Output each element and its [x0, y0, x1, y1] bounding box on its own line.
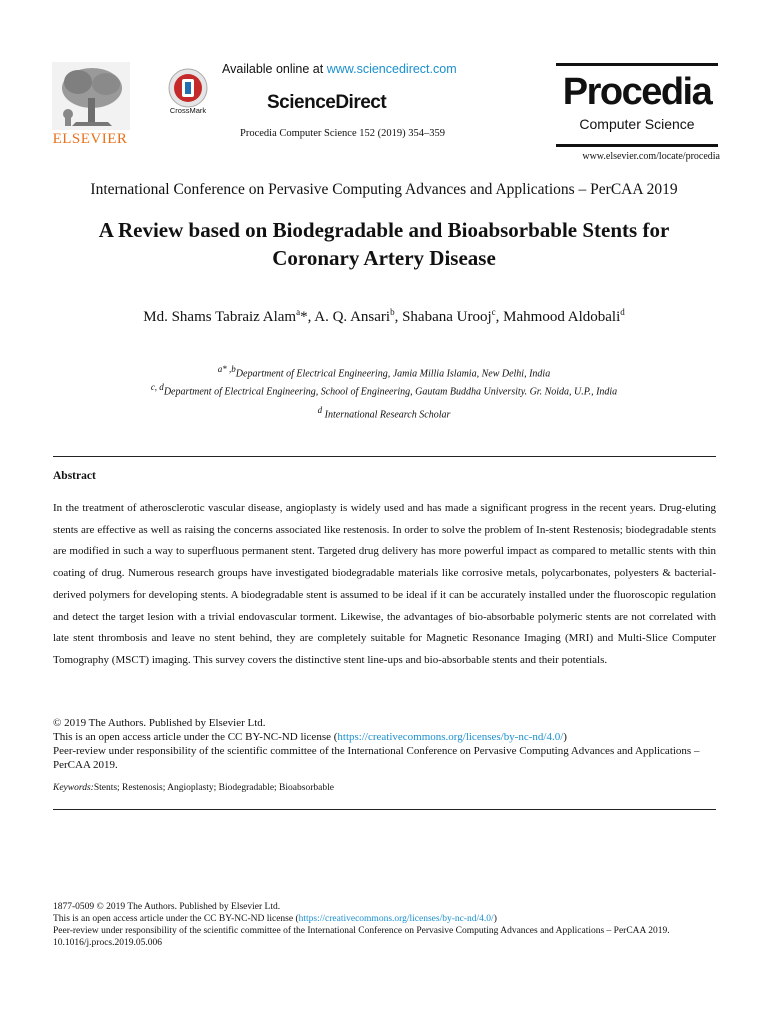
affiliation-sup: c, d [150, 382, 164, 392]
procedia-subtitle: Computer Science [579, 116, 695, 132]
affiliation [0, 364, 768, 379]
journal-url[interactable]: www.elsevier.com/locate/procedia [582, 151, 720, 162]
paper-title-line-1: A Review based on Biodegradable and Bioabsorbable Stents for [98, 218, 670, 242]
author-separator: , [394, 309, 403, 325]
affiliation [0, 382, 768, 397]
sciencedirect-link[interactable]: www.sciencedirect.com [326, 62, 457, 76]
footer-peer-review: Peer-review under responsibility of the scientific committee of the International Conference on Pervasive Computing Advances and Applications – PerCAA 2019. [53, 926, 670, 936]
license-suffix: ) [563, 731, 567, 743]
abstract-heading: Abstract [53, 470, 96, 482]
crossmark-label: CrossMark [169, 106, 207, 115]
author-name: A. Q. Ansari [314, 309, 391, 325]
affiliation-sup: a* ,b [217, 364, 236, 374]
footer-issn: 1877-0509 © 2019 The Authors. Published by Elsevier Ltd. [53, 902, 281, 912]
copyright-line: © 2019 The Authors. Published by Elsevier Ltd. [53, 717, 266, 729]
peer-review-statement: Peer-review under responsibility of the scientific committee of the International Conference on Pervasive Computing Advances and Applications – PerCAA 2019. [53, 745, 700, 771]
sciencedirect-wordmark: ScienceDirect [267, 92, 387, 113]
journal-reference: Procedia Computer Science 152 (2019) 354–359 [240, 128, 445, 139]
section-divider [53, 456, 716, 457]
copyright-block [53, 716, 716, 772]
author-separator: *, [300, 309, 315, 325]
author-separator: , [495, 309, 504, 325]
procedia-wordmark: Procedia [562, 71, 712, 113]
conference-name: International Conference on Pervasive Computing Advances and Applications – PerCAA 2019 [90, 181, 678, 198]
footer-license-prefix: This is an open access article under the CC BY-NC-ND license ( [53, 914, 299, 924]
elsevier-wordmark: ELSEVIER [52, 131, 128, 147]
author-name: Shabana Urooj [402, 309, 492, 325]
affiliation-sup: d [317, 405, 323, 415]
footer-license [53, 913, 716, 925]
section-divider [53, 809, 716, 810]
available-online-line [222, 62, 457, 76]
paper-title-line-2: Coronary Artery Disease [272, 246, 496, 270]
license-link[interactable]: https://creativecommons.org/licenses/by-nc-nd/4.0/ [337, 731, 564, 743]
page-footer [53, 901, 716, 949]
affiliation-text: Department of Electrical Engineering, Jamia Millia Islamia, New Delhi, India [235, 368, 551, 380]
author-affil-sup: a [296, 307, 301, 317]
affiliation [0, 405, 768, 420]
license-prefix: This is an open access article under the CC BY-NC-ND license ( [53, 731, 338, 743]
keywords-label: Keywords: [53, 783, 94, 793]
author-name: Md. Shams Tabraiz Alam [143, 309, 297, 325]
footer-license-link[interactable]: https://creativecommons.org/licenses/by-nc-nd/4.0/ [298, 914, 494, 924]
keywords-line [53, 783, 716, 793]
footer-license-suffix: ) [493, 914, 497, 924]
keywords-text: Stents; Restenosis; Angioplasty; Biodegradable; Bioabsorbable [93, 783, 334, 793]
paper-title [40, 216, 728, 272]
license-line [53, 730, 716, 744]
crossmark-icon[interactable] [168, 68, 208, 108]
author-name: Mahmood Aldobali [503, 309, 621, 325]
author-list [0, 307, 768, 326]
abstract-body: In the treatment of atherosclerotic vascular disease, angioplasty is widely used and has made a significant progress in the recent years. Drug-eluting stents are effective as well as raising the concerns associated like restenosis. In order to solve the problem of In-stent Restenosis; biodegradable stents are modified in such a way to superfluous permanent stent. Targeted drug delivery has more powerful impact as compared to metallic stents with thin coating of drug. Numerous research groups have investigated biodegradable materials like corrosive metals, polycarbonates, polyesters & bacterial-derived polymers for developing stents. A biodegradable stent is assumed to be ideal if it can be accurately installed under the fluoroscopic regulation and detect the target lesion with a trivial endovascular torment. Likewise, the advantages of bio-absorbable polymeric stents are not correlated with late stent thrombosis and leave no stent behind, they are completely suitable for Magnetic Resonance Imaging (MRI) and Multi-Slice Computer Tomography (MSCT) imaging. This survey covers the distinctive stent line-ups and bio-absorbable stents and their potentials. [53, 502, 716, 666]
author-affil-sup: b [390, 307, 395, 317]
affiliation-text: International Research Scholar [324, 409, 451, 421]
footer-doi[interactable]: 10.1016/j.procs.2019.05.006 [53, 938, 162, 948]
author-affil-sup: d [620, 307, 625, 317]
affiliation-text: Department of Electrical Engineering, School of Engineering, Gautam Buddha University. Gr. Noida, U.P., India [163, 386, 618, 398]
available-online-prefix: Available online at [222, 62, 327, 76]
author-affil-sup: c [491, 307, 496, 317]
